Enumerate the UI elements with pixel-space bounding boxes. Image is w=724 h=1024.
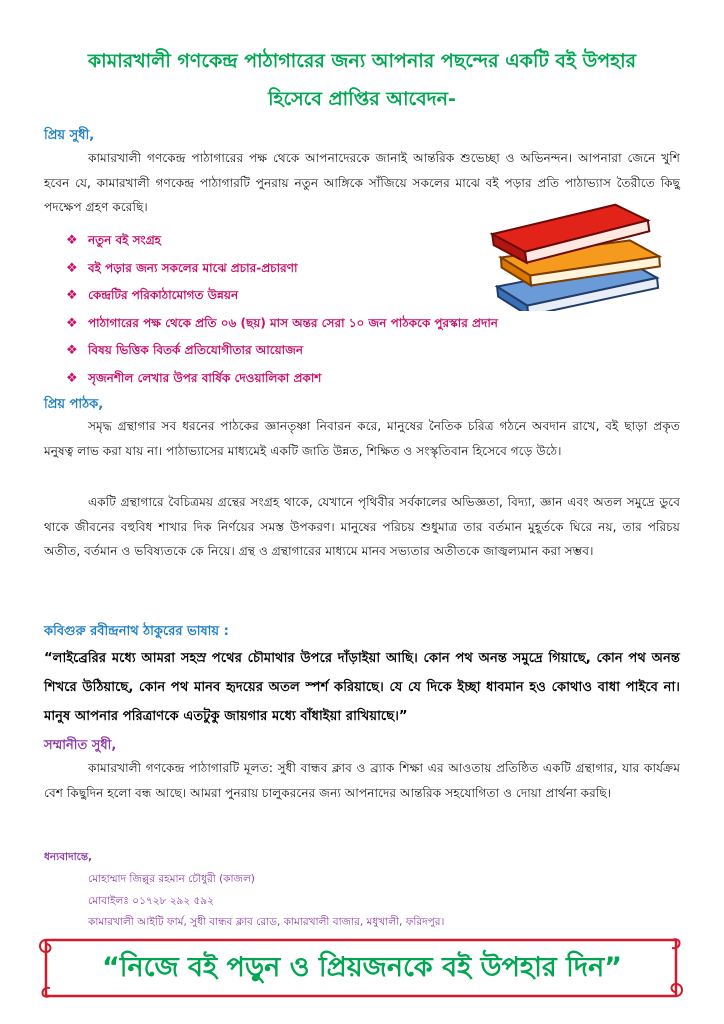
page-title [20,42,704,118]
diamond-bullet-icon: ❖ [66,260,78,276]
reader-text-1: সমৃদ্ধ গ্রন্থাগার সব ধরনের পাঠকের জ্ঞানতৃষ্ণা নিবারন করে, মানুষের নৈতিক চরিত্র গঠনে অবদান রাখে, বই ছাড়া প্রকৃত মনুষত্ব লাভ করা যায় না। পাঠাভ্যাসের মাধ্যমেই একটি জাতি উন্নত, শিক্ষিত ও সংস্কৃতিবান হিসেবে গড়ে উঠে। [44,419,680,458]
list-item: ❖ পাঠাগারের পক্ষ থেকে প্রতি ০৬ (ছয়) মাস অন্তর সেরা ১০ জন পাঠককে পুরস্কার প্রদান [66,310,586,338]
diamond-bullet-icon: ❖ [66,288,78,303]
greeting-heading: প্রিয় সুধী, [44,128,95,143]
list-item: ❖ বিষয় ভিত্তিক বিতর্ক প্রতিযোগীতার আয়োজন [66,337,586,365]
closing-text: কামারখালী গণকেন্দ্র পাঠাগারটি মূলত: সুধী বান্ধব ক্লাব ও ব্র্যাক শিক্ষা এর আওতায় প্রতিষ্ঠিত একটি গ্রন্থাগার, যার কার্যক্রম বেশ কিছুদিন হলো বন্ধ আছে। আমরা পুনরায় চালুকরনের জন্য আপনাদের আন্তরিক সহযোগিতা ও দোয়া প্রার্থনা করছি। [44,761,680,800]
list-item: ❖ বই পড়ার জন্য সকলের মাঝে প্রচার-প্রচারণা [66,255,586,283]
respected-heading: সম্মানীত সুধী, [44,738,117,753]
reader-paragraph-2 [44,490,680,564]
activity-list [66,227,586,392]
reader-heading: প্রিয় পাঠক, [44,397,104,412]
signature-thanks: ধন্যবাদান্তে, [44,851,93,863]
intro-text: কামারখালী গণকেন্দ্র পাঠাগারের পক্ষ থেকে আপনাদেরকে জানাই আন্তরিক শুভেচ্ছা ও অভিনন্দন। আপনারা জেনে খুশি হবেন যে, কামারখালী গণকেন্দ্র পাঠাগারটি পুনরায় নতুন আঙ্গিকে সাঁজিয়ে সকলের মাঝে বই পড়ার প্রতি পাঠাভ্যাস তৈরীতে কিছু পদক্ষেপ গ্রহণ করেছি। [44,151,680,214]
tagore-quote: “লাইব্রেরির মধ্যে আমরা সহস্র পথের চৌমাথার উপরে দাঁড়াইয়া আছি। কোন পথ অনন্ত সমুদ্রে গিয়াছে, কোন পথ অনন্ত শিখরে উঠিয়াছে, কোন পথ মানব হৃদয়ের অতল স্পর্শ করিয়াছে। যে যে দিকে ইচ্ছা ধাবমান হও কোথাও বাধা পাইবে না। মানুষ আপনার পরিত্রাণকে এতটুকু জায়গার মধ্যে বাঁধাইয়া রাখিয়াছে।” [44,651,680,724]
reader-text-2: একটি গ্রন্থাগারে বৈচিত্রময় গ্রন্থের সংগ্রহ থাকে, যেখানে পৃথিবীর সর্বকালের অভিজ্ঞতা, বিদ্যা, জ্ঞান এবং অতল সমুদ্রে ডুবে থাকে জীবনের বহুবিধ শাখার দিক নির্ণয়ের সমস্ত উপকরণ। মানুষের পরিচয় শুধুমাত্র তার বর্তমান মুহূর্তকে ঘিরে নয়, তার পরিচয় অতীত, বর্তমান ও ভবিষ্যতকে কে নিয়ে। গ্রন্থ ও গ্রন্থাগারের মাধ্যমে মানব সভ্যতার অতীতকে জাজ্বল্যমান করা সম্ভব। [44,495,680,558]
list-item: ❖ কেন্দ্রটির পরিকাঠামোগত উন্নয়ন [66,282,586,310]
closing-paragraph [44,756,680,805]
list-item: ❖ নতুন বই সংগ্রহ [66,227,586,255]
title-line-2: হিসেবে প্রাপ্তির আবেদন- [268,88,456,110]
signature-name: মোহাম্মাদ জিল্লুর রহমান চৌধুরী (কাজল) [88,873,255,885]
diamond-bullet-icon: ❖ [66,233,78,248]
list-item: ❖ সৃজনশীল লেখার উপর বার্ষিক দেওয়ালিকা প্রকাশ [66,365,586,393]
quote-heading: কবিগুরু রবীন্দ্রনাথ ঠাকুরের ভাষায় : [44,624,229,639]
signature-mobile: মোবাইলঃ ০১৭২৮ ২৯২ ৫৯২ [88,895,214,907]
reader-paragraph-1 [44,414,680,463]
diamond-bullet-icon: ❖ [66,315,78,331]
signature-address: কামারখালী আইটি ফার্ম, সুধী বান্ধব ক্লাব রোড, কামারখালী বাজার, মধুখালী, ফরিদপুর। [88,916,445,928]
slogan-text: “নিজে বই পড়ুন ও প্রিয়জনকে বই উপহার দিন” [102,952,622,983]
diamond-bullet-icon: ❖ [66,370,78,386]
title-line-1: কামারখালী গণকেন্দ্র পাঠাগারের জন্য আপনার পছন্দের একটি বই উপহার [87,50,637,72]
slogan-banner [36,934,688,1004]
diamond-bullet-icon: ❖ [66,343,78,358]
